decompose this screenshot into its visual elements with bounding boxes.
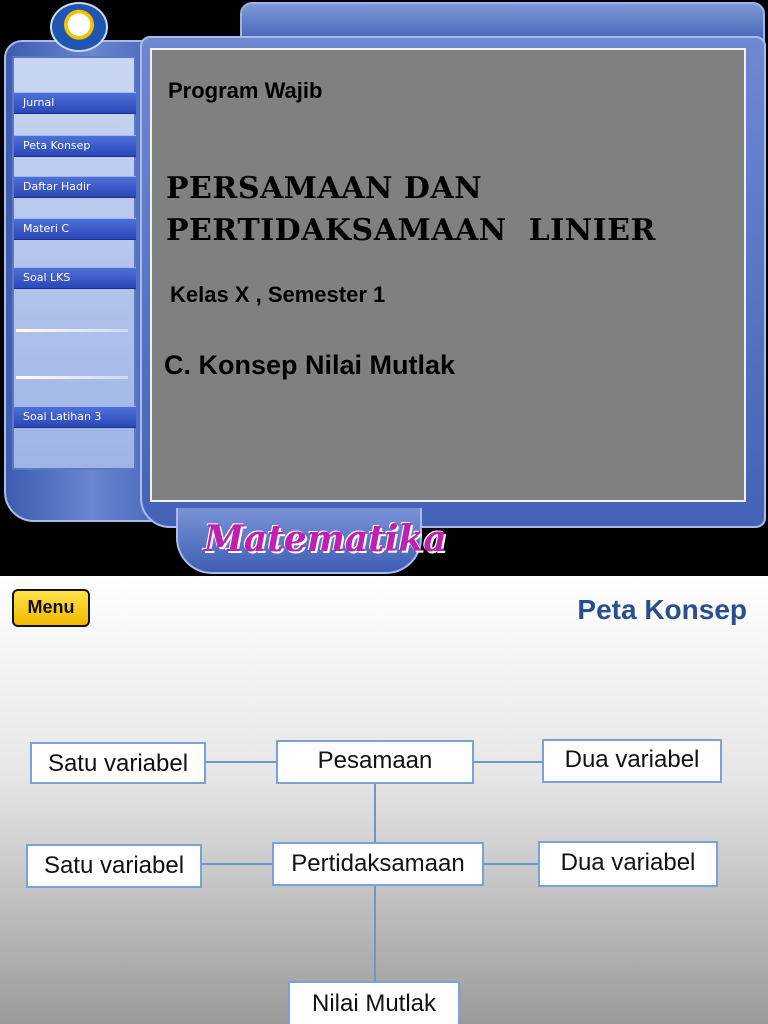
brand-logo-text: Matematika	[204, 518, 447, 560]
sidebar-item-soal-lks[interactable]: Soal LKS	[14, 267, 136, 289]
node-dua-variabel-persamaan: Dua variabel	[542, 739, 722, 783]
sidebar-item-daftar-hadir[interactable]: Daftar Hadir	[14, 176, 136, 198]
ministry-logo-icon	[50, 2, 108, 52]
sidebar-item-jurnal[interactable]: Jurnal	[14, 92, 136, 114]
sidebar-item-soal-latihan-3[interactable]: Soal Latihan 3	[14, 406, 136, 428]
node-pesamaan: Pesamaan	[276, 740, 474, 784]
sidebar-item-materi-c[interactable]: Materi C	[14, 218, 136, 240]
class-semester-label: Kelas X , Semester 1	[170, 282, 386, 307]
node-pertidaksamaan: Pertidaksamaan	[272, 842, 484, 886]
program-label: Program Wajib	[168, 78, 323, 103]
sidebar-divider	[16, 376, 128, 379]
page-title: PERSAMAAN DAN PERTIDAKSAMAAN LINIER	[166, 171, 656, 248]
node-satu-variabel-pertidaksamaan: Satu variabel	[26, 844, 202, 888]
slide-concept-map	[0, 576, 768, 1024]
node-dua-variabel-pertidaksamaan: Dua variabel	[538, 841, 718, 887]
node-satu-variabel-persamaan: Satu variabel	[30, 742, 206, 784]
sidebar-divider	[16, 329, 128, 332]
section-heading: C. Konsep Nilai Mutlak	[164, 350, 456, 380]
menu-button[interactable]: Menu	[12, 589, 90, 627]
slide-title-heading: Peta Konsep	[577, 594, 747, 625]
node-nilai-mutlak: Nilai Mutlak	[288, 981, 460, 1024]
sidebar-item-peta-konsep[interactable]: Peta Konsep	[14, 135, 136, 157]
content-screen	[150, 48, 746, 502]
sidebar-nav	[12, 56, 136, 470]
concept-map-connectors	[0, 576, 768, 1024]
